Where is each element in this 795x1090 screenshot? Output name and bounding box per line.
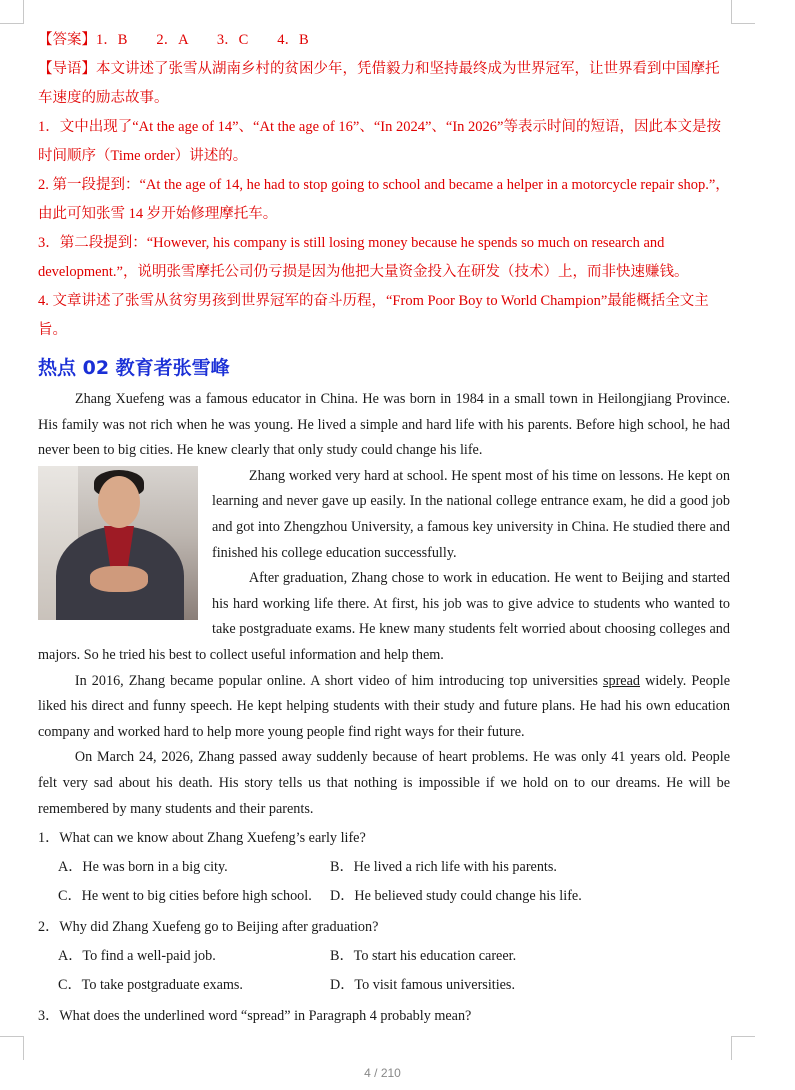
- option-c[interactable]: C．To take postgraduate exams.: [58, 977, 243, 994]
- paragraph-3: After graduation, Zhang chose to work in education. He went to Beijing and started his hard working life there. At first, his job was to give advice to students who wanted to take postgraduate exams. He knew many students felt worried about choosing colleges and majors. So he tried his best to collect useful information and help them.: [38, 570, 730, 663]
- paragraph-2: Zhang worked very hard at school. He spent most of his time on lessons. He kept on learning and never gave up easily. In the national college entrance exam, he did a good job and got into Zhengzhou University, a famous key university in China. He studied there and finished his college education successfully.: [212, 467, 730, 561]
- explanation-1: 1．文中出现了“At the age of 14”、“At the age of 16”、“In 2024”、“In 2026”等表示时间的短语，因此本文是按时间顺序（Time order）讲述的。: [38, 119, 721, 164]
- option-c[interactable]: C．He went to big cities before high school.: [58, 888, 312, 905]
- option-a[interactable]: A．He was born in a big city.: [58, 859, 228, 876]
- answer-label: 【答案】: [38, 32, 96, 48]
- paragraph-1-text: Zhang Xuefeng was a famous educator in China. He was born in 1984 in a small town in Heilongjiang Province. His family was not rich when he was young. He lived a simple and hard life with his parents. Before high school, he had never been to big cities. He knew clearly that only study could change his life.: [38, 391, 730, 459]
- question-1-options: [38, 853, 730, 911]
- option-d[interactable]: D．To visit famous universities.: [330, 977, 516, 994]
- paragraph-1: [38, 387, 730, 464]
- paragraph-4: [38, 669, 730, 746]
- page-corner-mark: [0, 0, 24, 24]
- page-corner-mark: [731, 1036, 755, 1060]
- page-content: [38, 26, 730, 1031]
- explanation-3: 3．第二段提到：“However, his company is still losing money because he spends so much on research and development.”，说明张雪摩托公司仍亏损是因为他把大量资金投入在研发（技术）上，而非快速赚钱。: [38, 235, 689, 280]
- question-2-options: [38, 942, 730, 1000]
- guide-text: 本文讲述了张雪从湖南乡村的贫困少年，凭借毅力和坚持最终成为世界冠军，让世界看到中国摩托车速度的励志故事。: [38, 61, 720, 106]
- option-a[interactable]: A．To find a well-paid job.: [58, 948, 216, 965]
- paragraph-4-before: In 2016, Zhang became popular online. A short video of him introducing top universities: [74, 672, 603, 689]
- question-1-stem: 1．What can we know about Zhang Xuefeng’s early life?: [38, 830, 366, 847]
- paragraph-4-after: widely. People liked his direct and funny speech. He kept helping students with their study and future plans. He had his own education company and worked hard to help more young people find right ways for their future.: [38, 672, 730, 740]
- underlined-word: spread: [602, 672, 640, 689]
- option-b[interactable]: B．He lived a rich life with his parents.: [330, 859, 557, 876]
- paragraph-5: On March 24, 2026, Zhang passed away suddenly because of heart problems. He was only 41 years old. People felt very sad about his death. His story tells us that nothing is impossible if we hold on to our dreams. He will be remembered by many students and their parents.: [38, 749, 730, 817]
- questions: [38, 824, 730, 1031]
- reading-passage: [38, 387, 730, 822]
- guide-paragraph: [38, 55, 730, 113]
- page-corner-mark: [0, 1036, 24, 1060]
- question-3-stem: 3．What does the underlined word “spread” in Paragraph 4 probably mean?: [38, 1008, 472, 1025]
- option-d[interactable]: D．He believed study could change his life.: [330, 888, 582, 905]
- page-corner-mark: [731, 0, 755, 24]
- answer-items: 1．B 2．A 3．C 4．B: [96, 32, 309, 48]
- answer-line: [38, 26, 730, 55]
- explanation-4: 4. 文章讲述了张雪从贫穷男孩到世界冠军的奋斗历程，“From Poor Boy to World Champion”最能概括全文主旨。: [38, 293, 709, 338]
- explanation-2: 2. 第一段提到：“At the age of 14, he had to stop going to school and became a helper in a motorcycle repair shop.”，由此可知张雪 14 岁开始修理摩托车。: [38, 177, 730, 222]
- portrait-photo: [38, 466, 198, 620]
- question-2-stem: 2．Why did Zhang Xuefeng go to Beijing after graduation?: [38, 919, 379, 936]
- guide-label: 【导语】: [38, 61, 96, 77]
- answer-explanation-block: [38, 26, 730, 345]
- section-title: 热点 02 教育者张雪峰: [38, 357, 230, 379]
- page-number: 4 / 210: [364, 1066, 401, 1080]
- option-b[interactable]: B．To start his education career.: [330, 948, 517, 965]
